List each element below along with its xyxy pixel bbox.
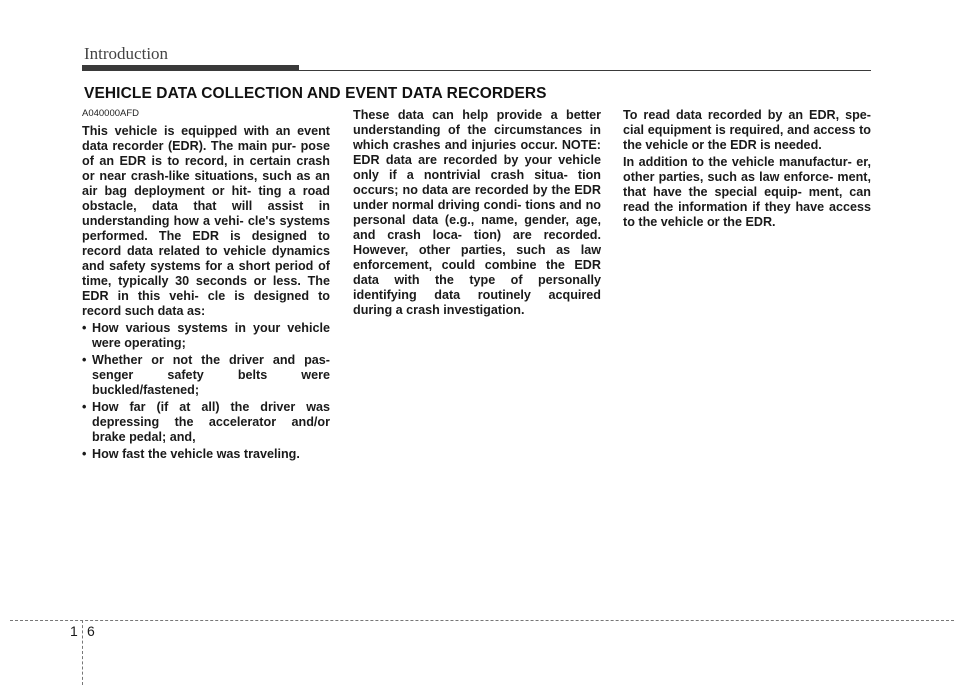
list-item-text: How far (if at all) the driver was depressing the accelerator and/or brake pedal; and, (92, 400, 330, 444)
list-item (82, 321, 330, 351)
list-item-text: How fast the vehicle was traveling. (92, 447, 300, 461)
page-number: 6 (87, 623, 95, 639)
section-header: Introduction (84, 44, 169, 63)
column-3-paragraph-2: In addition to the vehicle manufactur- er, other parties, such as law enforce- ment, that have the special equip- ment, can read the information if they have access to the vehicle or the EDR. (623, 155, 871, 229)
column-1-paragraph: This vehicle is equipped with an event data recorder (EDR). The main pur- pose of an EDR is to record, in certain crash or near crash-like situations, such as an air bag deployment or hit- ting a road obstacle, data that will assist in understanding how a vehi- cle's systems performed. The EDR is designed to record data related to vehicle dynamics and safety systems for a short period of time, typically 30 seconds or less. The EDR in this vehi- cle is designed to record such data as: (82, 124, 330, 318)
column-2-paragraph: These data can help provide a better understanding of the circumstances in which crashes and injuries occur. NOTE: EDR data are recorded by your vehicle only if a nontrivial crash situa- tion occurs; no data are recorded by the EDR under normal driving condi- tions and no personal data (e.g., name, gender, age, and crash loca- tion) are recorded. However, other parties, such as law enforcement, could combine the EDR data with the type of personally identifying data routinely acquired during a crash investigation. (353, 108, 601, 317)
bullet-icon: • (82, 321, 87, 335)
footer-dashed-divider (82, 620, 83, 685)
bullet-icon: • (82, 353, 87, 367)
section-code: A040000AFD (82, 108, 140, 119)
column-3 (623, 108, 871, 232)
document-title: VEHICLE DATA COLLECTION AND EVENT DATA RECORDERS (84, 85, 547, 102)
bullet-icon: • (82, 400, 87, 414)
footer-dashed-rule (10, 620, 954, 621)
list-item-text: How various systems in your vehicle were operating; (92, 321, 330, 350)
list-item-text: Whether or not the driver and pas- senger safety belts were buckled/fastened; (92, 353, 330, 397)
list-item (82, 353, 330, 398)
header-rule-thin (82, 70, 871, 71)
chapter-number: 1 (70, 623, 78, 639)
column-3-paragraph-1: To read data recorded by an EDR, spe- cial equipment is required, and access to the vehicle or the EDR is needed. (623, 108, 871, 152)
column-1 (82, 108, 330, 464)
list-item (82, 447, 330, 462)
list-item (82, 400, 330, 445)
bullet-icon: • (82, 447, 87, 461)
recorded-data-list (82, 321, 330, 462)
column-2 (353, 108, 601, 320)
